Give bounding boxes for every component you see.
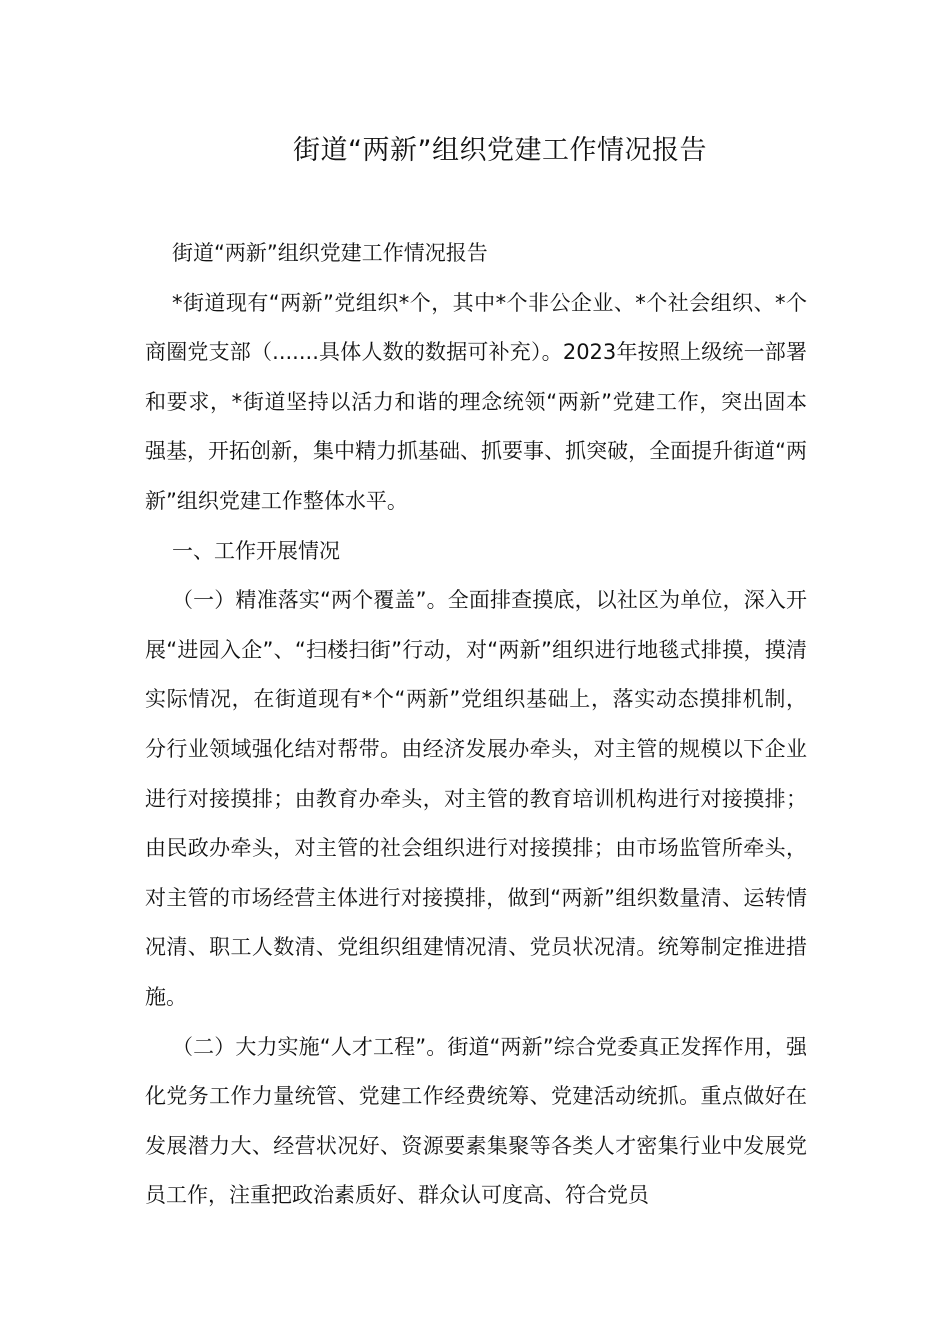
document-title: 街道“两新”组织党建工作情况报告: [293, 135, 707, 166]
section-2-paragraph: （二）大力实施“人才工程”。街道“两新”综合党委真正发挥作用，强化党务工作力量统管、党建工作经费统筹、党建活动统抓。重点做好在发展潜力大、经营状况好、资源要素集聚等各类人才密集行业中发展党员工作，注重把政治素质好、群众认可度高、符合党员: [145, 1034, 807, 1208]
section-1-paragraph: （一）精准落实“两个覆盖”。全面排查摸底，以社区为单位，深入开展“进园入企”、“扫楼扫街”行动，对“两新”组织进行地毯式排摸，摸清实际情况，在街道现有*个“两新”党组织基础上，落实动态摸排机制，分行业领域强化结对帮带。由经济发展办牵头，对主管的规模以下企业进行对接摸排；由教育办牵头，对主管的教育培训机构进行对接摸排；由民政办牵头，对主管的社会组织进行对接摸排；由市场监管所牵头，对主管的市场经营主体进行对接摸排，做到“两新”组织数量清、运转情况清、职工人数清、党组织组建情况清、党员状况清。统筹制定推进措施。: [145, 588, 807, 1009]
section-heading: 一、工作开展情况: [172, 538, 340, 563]
document-body: [145, 229, 807, 1221]
intro-paragraph: *街道现有“两新”党组织*个，其中*个非公企业、*个社会组织、*个商圈党支部（.......具体人数的数据可补充）。2023年按照上级统一部署和要求，*街道坚持以活力和谐的理念统领“两新”党建工作，突出固本强基，开拓创新，集中精力抓基础、抓要事、抓突破，全面提升街道“两新”组织党建工作整体水平。: [145, 290, 807, 513]
subtitle-paragraph: 街道“两新”组织党建工作情况报告: [172, 241, 488, 265]
